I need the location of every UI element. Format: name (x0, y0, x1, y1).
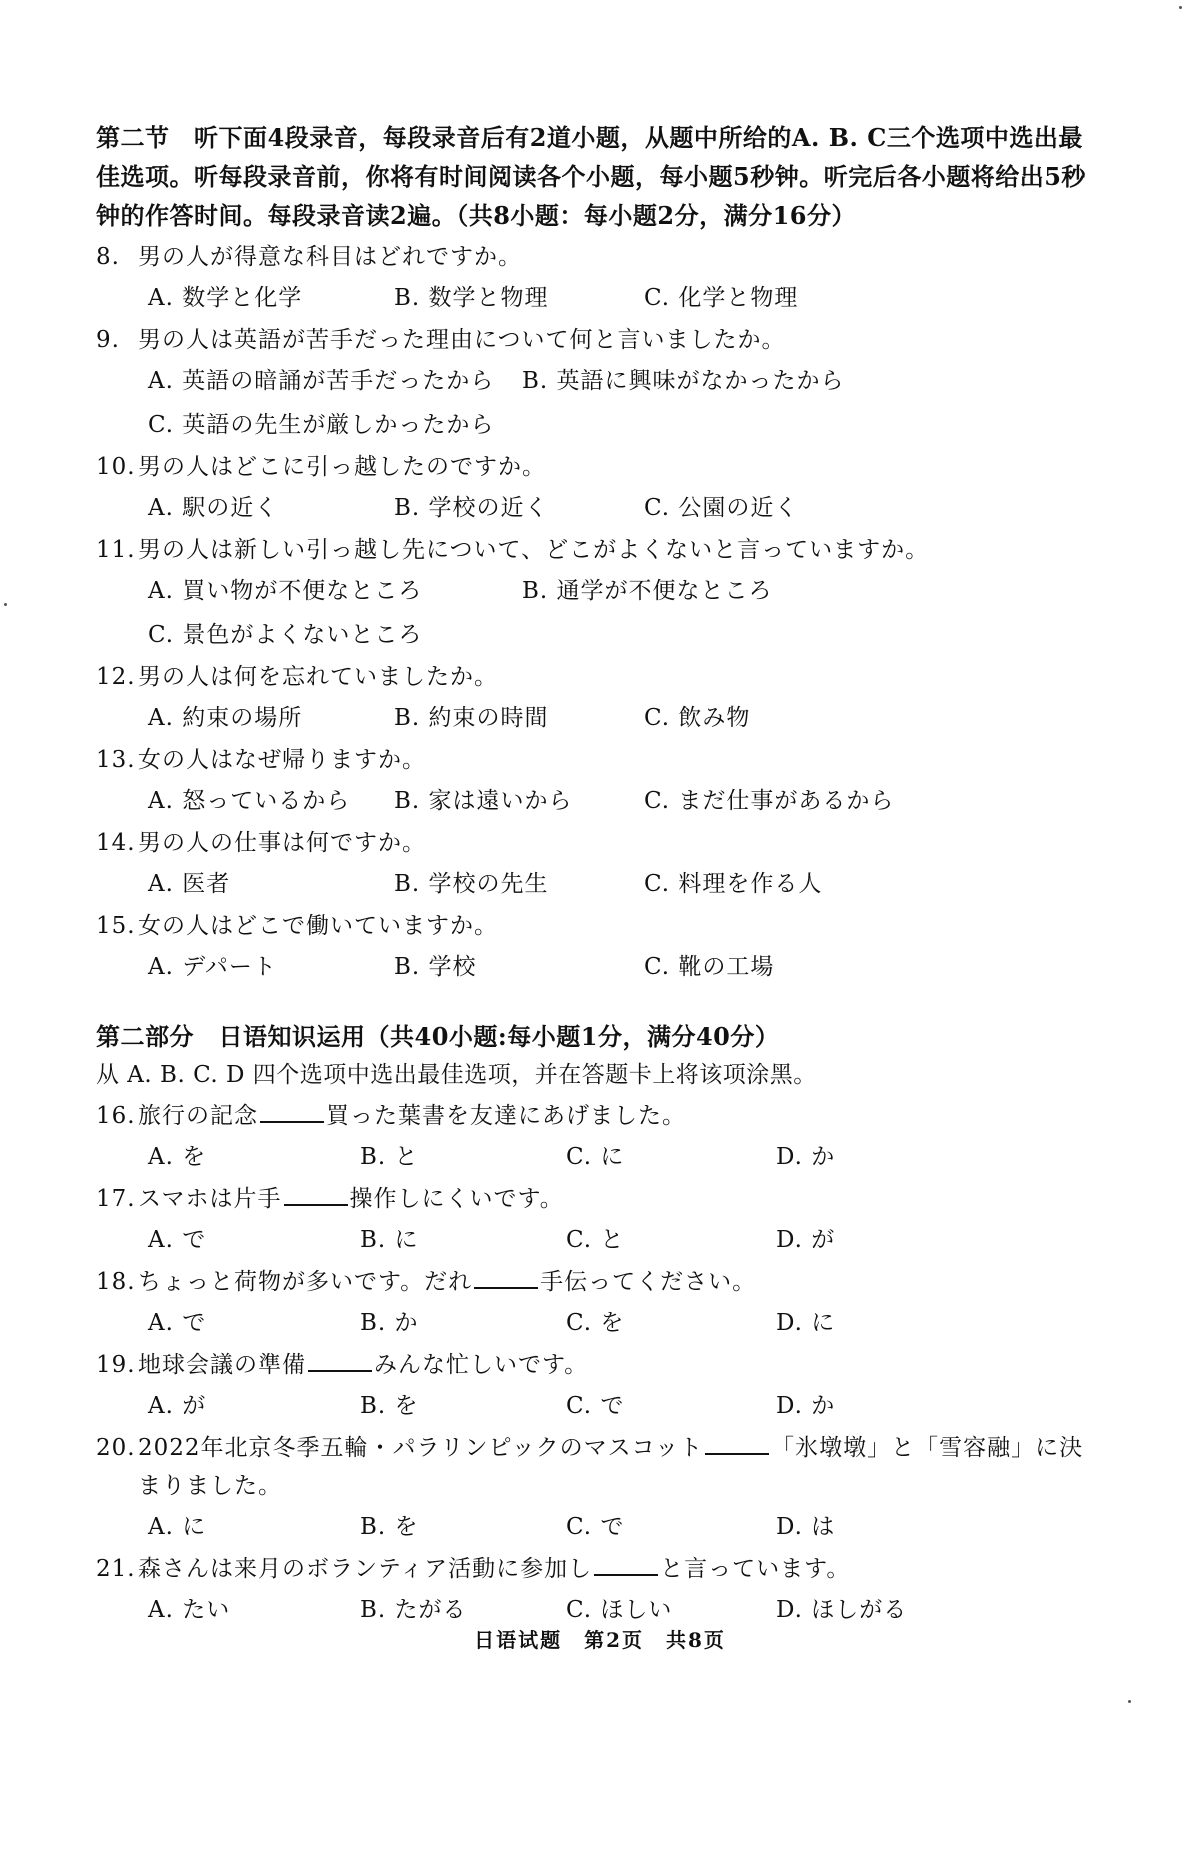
question-text (138, 1097, 1096, 1135)
answer-option[interactable]: C. で (566, 1393, 625, 1419)
question-number: 13. (96, 747, 136, 773)
question-stem (96, 658, 1096, 696)
option-row (96, 947, 1096, 987)
answer-option[interactable]: B. と (360, 1144, 419, 1170)
question-text-after-blank: 「氷墩墩」と「雪容融」に決まりました。 (138, 1435, 1084, 1499)
answer-option[interactable]: A. で (148, 1227, 207, 1253)
option-row (96, 571, 1096, 613)
question-number: 11. (96, 537, 136, 563)
answer-option[interactable]: D. か (776, 1393, 836, 1419)
question-stem (96, 824, 1096, 862)
answer-option[interactable]: A. が (148, 1393, 207, 1419)
answer-option[interactable]: A. 買い物が不便なところ (148, 578, 423, 604)
question-number: 10. (96, 454, 136, 480)
answer-option[interactable]: D. か (776, 1144, 836, 1170)
answer-option[interactable]: A. 怒っているから (148, 788, 351, 814)
question-stem (96, 741, 1096, 779)
question-number: 21. (96, 1556, 136, 1582)
answer-option[interactable]: C. 料理を作る人 (644, 871, 823, 897)
answer-option[interactable]: D. が (776, 1227, 836, 1253)
question-text: 男の人は何を忘れていましたか。 (138, 664, 498, 690)
option-row (96, 361, 1096, 403)
part2-heading: 第二部分 日语知识运用（共40小题:每小题1分，满分40分） (96, 1022, 780, 1051)
answer-option[interactable]: C. 飲み物 (644, 705, 751, 731)
answer-blank (594, 1552, 658, 1576)
option-row (96, 488, 1096, 528)
option-row (96, 278, 1096, 318)
question-text-after-blank: 手伝ってください。 (540, 1269, 757, 1295)
question-stem (96, 1429, 1096, 1505)
answer-option[interactable]: A. 数学と化学 (148, 285, 303, 311)
answer-blank (705, 1431, 769, 1455)
answer-option[interactable]: B. 学校 (394, 954, 477, 980)
answer-option[interactable]: D. は (776, 1514, 836, 1540)
answer-option[interactable]: C. 景色がよくないところ (148, 622, 423, 648)
question-number: 15. (96, 913, 136, 939)
answer-option[interactable]: C. まだ仕事があるから (644, 788, 895, 814)
question-text-after-blank: 買った葉書を友達にあげました。 (326, 1103, 686, 1129)
question-number: 20. (96, 1435, 136, 1461)
question-text-after-blank: 操作しにくいです。 (349, 1186, 564, 1212)
answer-option[interactable]: B. 通学が不便なところ (522, 578, 773, 604)
answer-option[interactable]: B. 学校の近く (394, 495, 549, 521)
listening-questions (96, 238, 1096, 987)
answer-option[interactable]: D. に (776, 1310, 836, 1336)
answer-option[interactable]: B. 英語に興味がなかったから (522, 368, 845, 394)
exam-page (96, 118, 1096, 1630)
question-stem (96, 448, 1096, 486)
question-stem (96, 1097, 1096, 1135)
question-number: 17. (96, 1186, 136, 1212)
scan-speck (1179, 6, 1182, 9)
option-row (96, 1220, 1096, 1260)
grammar-questions (96, 1097, 1096, 1630)
question-text-before-blank: 森さんは来月のボランティア活動に参加し (138, 1556, 593, 1582)
question-stem (96, 321, 1096, 359)
page-footer: 日语试题 第2页 共8页 (474, 1628, 726, 1652)
question-text: 男の人はどこに引っ越したのですか。 (138, 454, 546, 480)
answer-option[interactable]: C. に (566, 1144, 625, 1170)
answer-option[interactable]: B. か (360, 1310, 419, 1336)
answer-option[interactable]: B. たがる (360, 1597, 467, 1623)
section2-heading: 第二节 听下面4段录音，每段录音后有2道小题，从题中所给的A. B. C三个选项中选出最佳选项。听每段录音前，你将有时间阅读各个小题，每小题5秒钟。听完后各小题将给出5秒钟的作答时间。每段录音读2遍。（共8小题：每小题2分，满分16分） (96, 123, 1086, 230)
answer-option[interactable]: B. 学校の先生 (394, 871, 549, 897)
question-text: 女の人はなぜ帰りますか。 (138, 747, 426, 773)
answer-option[interactable]: B. を (360, 1514, 419, 1540)
answer-blank (284, 1182, 348, 1206)
question-text: 男の人の仕事は何ですか。 (138, 830, 426, 856)
answer-option[interactable]: A. 駅の近く (148, 495, 279, 521)
question-stem (96, 238, 1096, 276)
answer-option[interactable]: A. 約束の場所 (148, 705, 303, 731)
question-number: 19. (96, 1352, 136, 1378)
option-row (96, 1137, 1096, 1177)
question-text-before-blank: 地球会議の準備 (138, 1352, 306, 1378)
scan-speck (1128, 1700, 1131, 1703)
question-text: 女の人はどこで働いていますか。 (138, 913, 498, 939)
question-text-before-blank: スマホは片手 (138, 1186, 282, 1212)
answer-blank (308, 1348, 372, 1372)
answer-option[interactable]: C. で (566, 1514, 625, 1540)
answer-option[interactable]: B. 数学と物理 (394, 285, 549, 311)
scan-speck (4, 603, 7, 606)
option-row (96, 1386, 1096, 1426)
answer-option[interactable]: D. ほしがる (776, 1597, 908, 1623)
question-text (138, 1429, 1096, 1505)
question-number: 8. (96, 244, 120, 270)
question-text-after-blank: みんな忙しいです。 (374, 1352, 589, 1378)
answer-option[interactable]: B. を (360, 1393, 419, 1419)
answer-option[interactable]: A. に (148, 1514, 207, 1540)
question-text: 男の人は新しい引っ越し先について、どこがよくないと言っていますか。 (138, 537, 930, 563)
answer-option[interactable]: A. 医者 (148, 871, 231, 897)
question-text: 男の人は英語が苦手だった理由について何と言いましたか。 (138, 327, 786, 353)
answer-option[interactable]: B. 家は遠いから (394, 788, 573, 814)
question-number: 18. (96, 1269, 136, 1295)
part2-instruction: 从 A. B. C. D 四个选项中选出最佳选项，并在答题卡上将该项涂黑。 (96, 1062, 817, 1088)
question-text (138, 1550, 1096, 1588)
answer-option[interactable]: C. 公園の近く (644, 495, 799, 521)
question-number: 9. (96, 327, 120, 353)
answer-blank (260, 1099, 324, 1123)
answer-blank (474, 1265, 538, 1289)
answer-option[interactable]: A. を (148, 1144, 207, 1170)
question-text (138, 1180, 1096, 1218)
question-text-before-blank: 旅行の記念 (138, 1103, 258, 1129)
question-text (138, 1263, 1096, 1301)
question-number: 12. (96, 664, 136, 690)
option-row (96, 1303, 1096, 1343)
answer-option[interactable]: B. 約束の時間 (394, 705, 549, 731)
answer-option[interactable]: C. を (566, 1310, 625, 1336)
answer-option[interactable]: C. ほしい (566, 1597, 673, 1623)
option-row (96, 405, 1096, 445)
answer-option[interactable]: B. に (360, 1227, 419, 1253)
question-number: 14. (96, 830, 136, 856)
question-stem (96, 1263, 1096, 1301)
answer-option[interactable]: A. たい (148, 1597, 231, 1623)
question-text-after-blank: と言っています。 (660, 1556, 851, 1582)
question-text (138, 1346, 1096, 1384)
answer-option[interactable]: A. 英語の暗誦が苦手だったから (148, 368, 495, 394)
question-stem (96, 1550, 1096, 1588)
option-row (96, 1507, 1096, 1547)
question-stem (96, 531, 1096, 569)
answer-option[interactable]: A. デパート (148, 954, 277, 980)
option-row (96, 864, 1096, 904)
question-stem (96, 1346, 1096, 1384)
option-row (96, 781, 1096, 821)
question-stem (96, 1180, 1096, 1218)
question-stem (96, 907, 1096, 945)
answer-option[interactable]: A. で (148, 1310, 207, 1336)
answer-option[interactable]: C. と (566, 1227, 625, 1253)
answer-option[interactable]: C. 化学と物理 (644, 285, 799, 311)
answer-option[interactable]: C. 英語の先生が厳しかったから (148, 412, 495, 438)
question-text-before-blank: ちょっと荷物が多いです。だれ (138, 1269, 473, 1295)
question-number: 16. (96, 1103, 136, 1129)
question-text: 男の人が得意な科目はどれですか。 (138, 244, 522, 270)
option-row (96, 698, 1096, 738)
option-row (96, 615, 1096, 655)
answer-option[interactable]: C. 靴の工場 (644, 954, 775, 980)
question-text-before-blank: 2022年北京冬季五輪・パラリンピックのマスコット (138, 1435, 704, 1461)
